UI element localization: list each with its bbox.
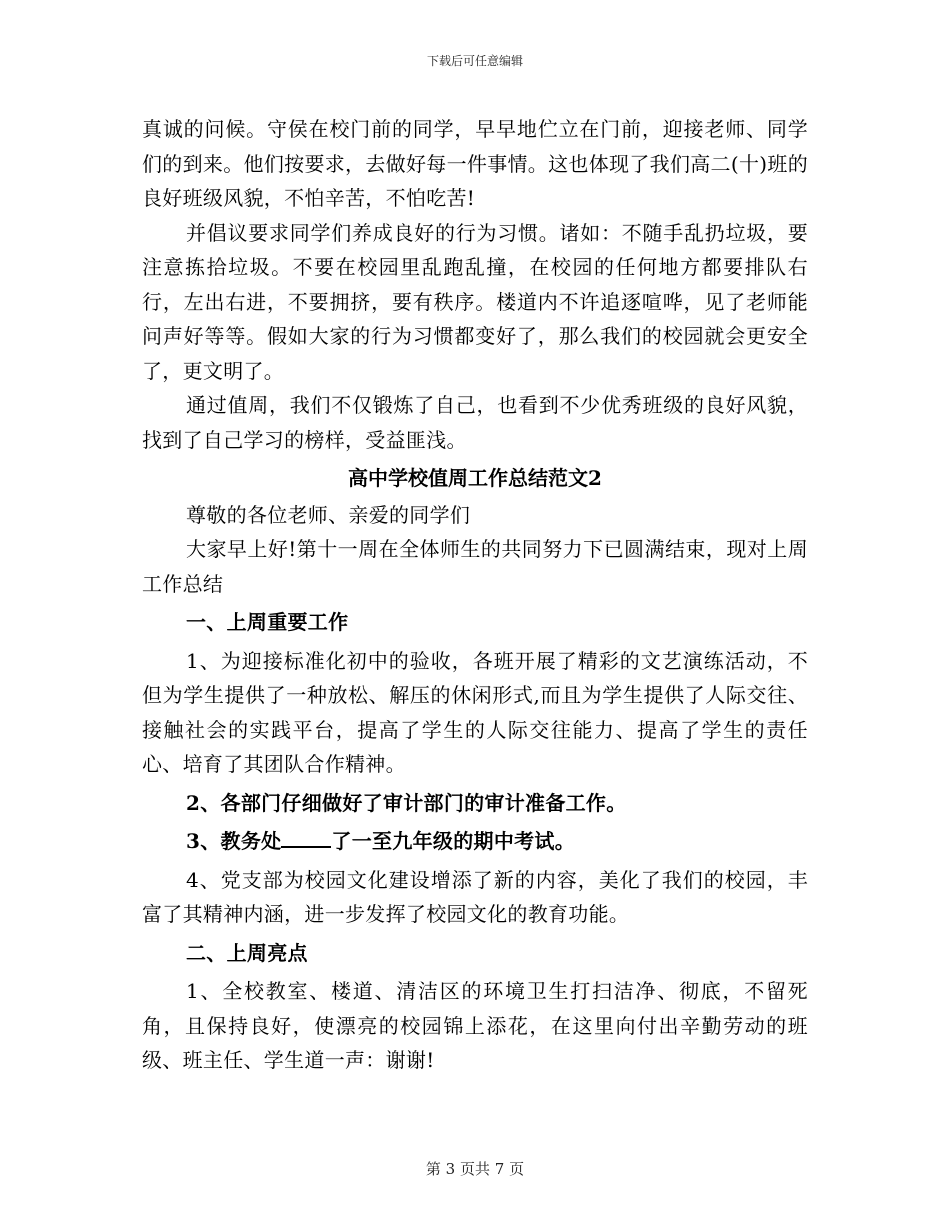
paragraph-continued: 真诚的问候。守侯在校门前的同学，早早地伫立在门前，迎接老师、同学们的到来。他们按要求，去做好每一件事情。这也体现了我们高二(十)班的良好班级风貌，不怕辛苦，不怕吃苦!	[142, 117, 808, 210]
list-item-3-post: 了一至九年级的期中考试。	[331, 829, 576, 853]
document-body	[142, 112, 808, 1078]
list-item-3	[142, 824, 808, 859]
list-item-4: 4、党支部为校园文化建设增添了新的内容，美化了我们的校园，丰富了其精神内涵，进一步发挥了校园文化的教育功能。	[142, 867, 808, 926]
page-header: 下载后可任意编辑	[426, 54, 523, 68]
page-footer: 第 3 页共 7 页	[425, 1160, 525, 1178]
paragraph-habits: 并倡议要求同学们养成良好的行为习惯。诸如：不随手乱扔垃圾，要注意拣拾垃圾。不要在校园里乱跑乱撞，在校园的任何地方都要排队右行，左出右进，不要拥挤，要有秩序。楼道内不许追逐喧哗，见了老师能问声好等等。假如大家的行为习惯都变好了，那么我们的校园就会更安全了，更文明了。	[142, 220, 808, 383]
list-item-1: 1、为迎接标准化初中的验收，各班开展了精彩的文艺演练活动，不但为学生提供了一种放松、解压的休闲形式,而且为学生提供了人际交往、接触社会的实践平台，提高了学生的人际交往能力、提高了学生的责任心、培育了其团队合作精神。	[142, 648, 808, 776]
heading-important-work: 一、上周重要工作	[186, 610, 349, 634]
heading-highlights: 二、上周亮点	[186, 940, 308, 965]
paragraph-intro: 大家早上好!第十一周在全体师生的共同努力下已圆满结束，现对上周工作总结	[142, 537, 808, 596]
greeting: 尊敬的各位老师、亲爱的同学们	[186, 502, 471, 527]
section-title: 高中学校值周工作总结范文2	[348, 466, 602, 490]
blank-underline	[281, 828, 331, 848]
paragraph-duty-week: 通过值周，我们不仅锻炼了自己，也看到不少优秀班级的良好风貌，找到了自己学习的榜样，受益匪浅。	[142, 393, 808, 452]
list-item-5: 1、全校教室、楼道、清洁区的环境卫生打扫洁净、彻底，不留死角，且保持良好，使漂亮的校园锦上添花，在这里向付出辛勤劳动的班级、班主任、学生道一声：谢谢!	[142, 979, 808, 1072]
list-item-3-pre: 3、教务处	[186, 829, 282, 853]
list-item-2: 2、各部门仔细做好了审计部门的审计准备工作。	[186, 790, 627, 815]
